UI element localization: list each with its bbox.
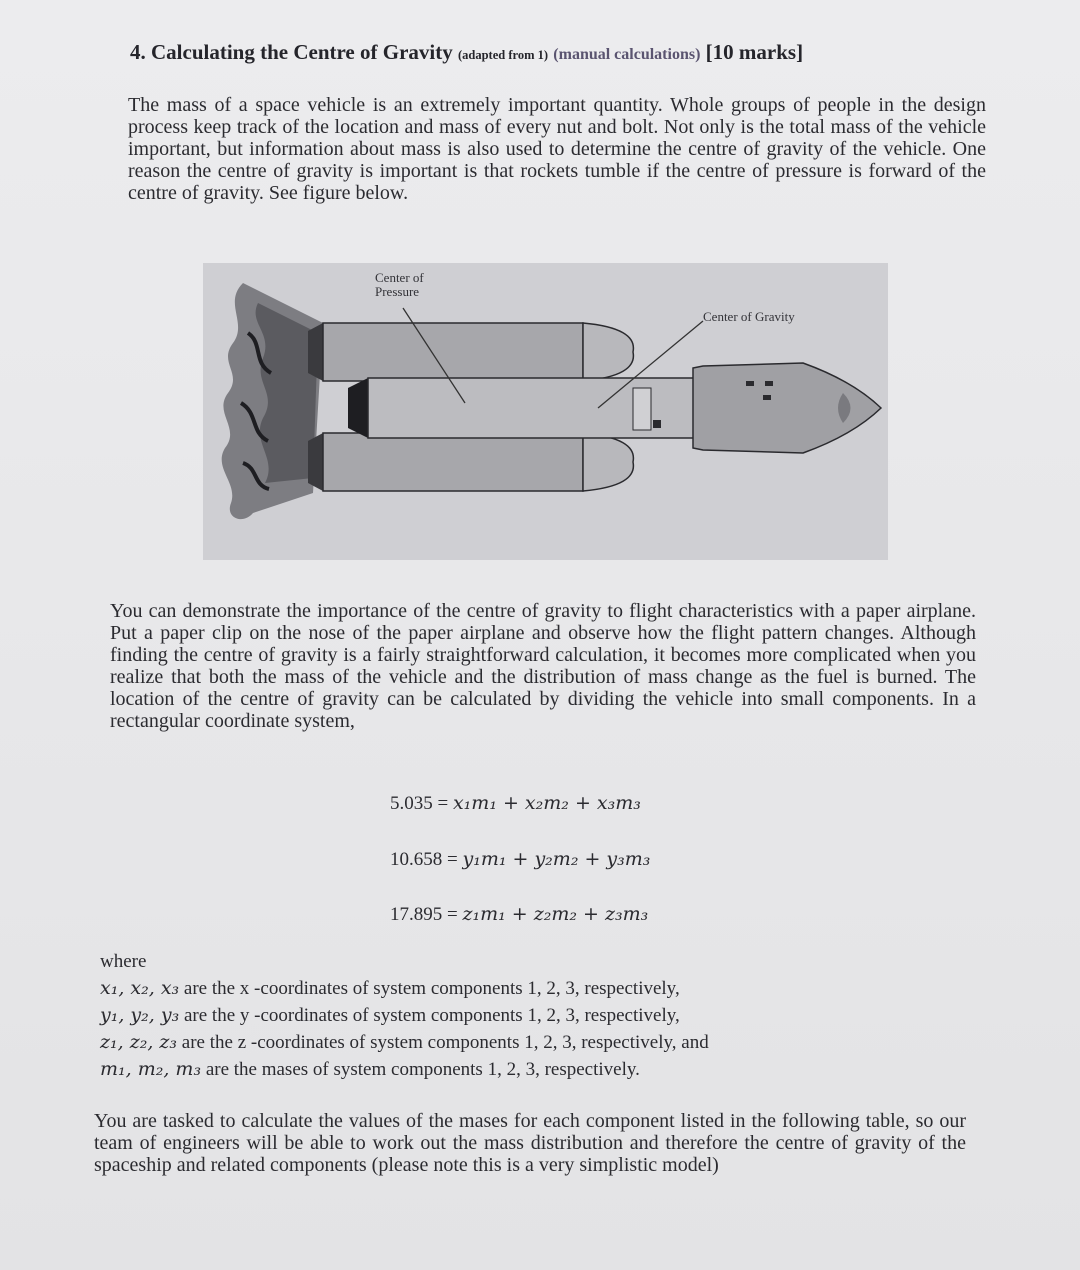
definition-text: are the y -coordinates of system components 1, 2, 3, respectively, (183, 1005, 680, 1026)
capsule (693, 363, 881, 453)
exhaust-plume (222, 283, 323, 519)
rocket-illustration (203, 263, 888, 560)
lower-booster (308, 433, 633, 491)
center-of-pressure-label (375, 271, 455, 299)
definition-symbols: z₁, z₂, z₃ (100, 1031, 178, 1053)
equation-rhs: x₁m₁ + x₂m₂ + x₃m₃ (452, 792, 641, 814)
equation-value: 10.658 (390, 849, 443, 870)
central-body (368, 378, 698, 438)
equation-value: 17.895 (390, 904, 443, 925)
task-paragraph: You are tasked to calculate the values of the mases for each component listed in the following table, so our team of engineers will be able to work out the mass distribution and therefore the centre of gravity of the spaceship and related components (please note this is a very simplistic model) (94, 1110, 966, 1176)
definition-row (100, 975, 920, 1002)
definition-text: are the mases of system components 1, 2, 3, respectively. (205, 1059, 640, 1080)
heading-manual: (manual calculations) (553, 46, 701, 63)
definition-row (100, 1029, 920, 1056)
equation-rhs: z₁m₁ + z₂m₂ + z₃m₃ (462, 903, 649, 925)
heading-marks: [10 marks] (705, 40, 804, 64)
upper-booster (308, 323, 633, 381)
where-label: where (100, 951, 147, 972)
definition-symbols: m₁, m₂, m₃ (100, 1058, 202, 1080)
label-line: Pressure (375, 284, 420, 299)
definition-row (100, 1002, 920, 1029)
equation-y: 10.658 = y₁m₁ + y₂m₂ + y₃m₃ (390, 848, 651, 870)
definition-symbols: x₁, x₂, x₃ (100, 977, 180, 999)
heading-title: 4. Calculating the Centre of Gravity (130, 40, 453, 64)
heading-adapted: (adapted from 1) (457, 48, 549, 62)
question-heading (130, 40, 1010, 65)
definition-row (100, 1056, 920, 1083)
main-engine-nozzle (348, 378, 368, 438)
equation-rhs: y₁m₁ + y₂m₂ + y₃m₃ (462, 848, 651, 870)
equation-z: 17.895 = z₁m₁ + z₂m₂ + z₃m₃ (390, 903, 649, 925)
label-line: Center of (375, 270, 424, 285)
equation-x: 5.035 = x₁m₁ + x₂m₂ + x₃m₃ (390, 792, 641, 814)
explanation-paragraph: You can demonstrate the importance of the centre of gravity to flight characteristics with a paper airplane. Put a paper clip on the nose of the paper airplane and observe how the flight pattern changes. Although finding the centre of gravity is a fairly straightforward calculation, it becomes more complicated when you realize that both the mass of the vehicle and the distribution of mass change as the fuel is burned. The location of the centre of gravity can be calculated by dividing the vehicle into small components. In a rectangular coordinate system, (110, 600, 976, 732)
rocket-figure (203, 263, 888, 560)
intro-paragraph: The mass of a space vehicle is an extremely important quantity. Whole groups of people in the design process keep track of the location and mass of every nut and bolt. Not only is the total mass of the vehicle important, but information about mass is also used to determine the centre of gravity of the vehicle. One reason the centre of gravity is important is that rockets tumble if the centre of pressure is forward of the centre of gravity. See figure below. (128, 94, 986, 204)
variable-definitions (100, 948, 920, 1083)
center-of-gravity-label: Center of Gravity (703, 309, 795, 324)
equation-value: 5.035 (390, 793, 433, 814)
definition-text: are the z -coordinates of system components 1, 2, 3, respectively, and (181, 1032, 709, 1053)
definition-symbols: y₁, y₂, y₃ (100, 1004, 180, 1026)
definition-text: are the x -coordinates of system components 1, 2, 3, respectively, (183, 978, 680, 999)
